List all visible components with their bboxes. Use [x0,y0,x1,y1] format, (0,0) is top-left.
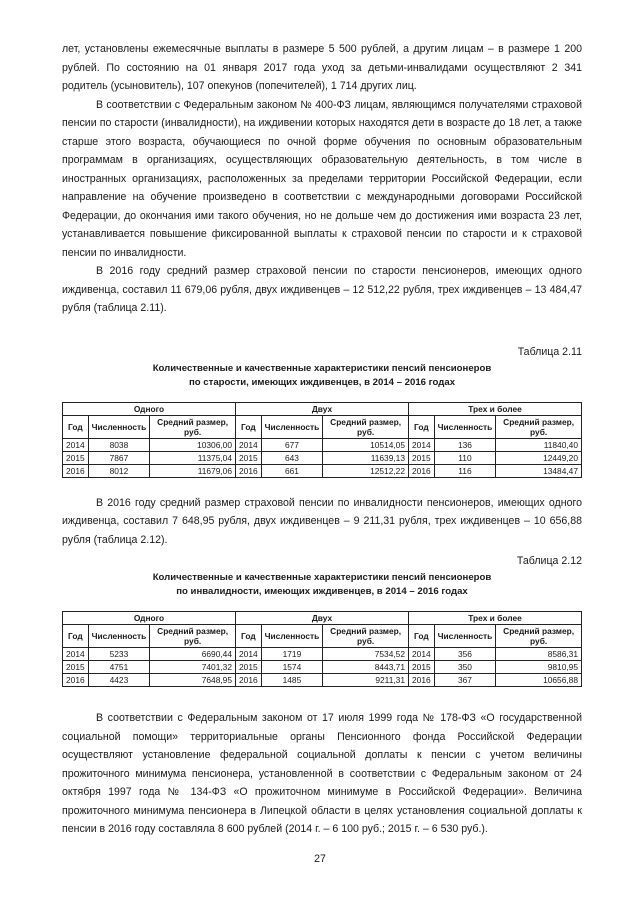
table-cell: 11375,04 [150,451,236,464]
page-number: 27 [314,853,326,865]
col-year: Год [409,415,435,438]
group-header-one: Одного [63,402,236,415]
table-row [63,464,582,477]
paragraph-1: лет, установлены ежемесячные выплаты в размере 5 500 рублей, а другим лицам – в размере 1 200 рублей. По состоянию на 01 января 2017 года уход за детьми-инвалидами осуществляют 2 341 родитель (усыновитель), 107 опекунов (попечителей), 1 714 других лиц. [62,43,582,92]
table-cell: 1719 [261,648,323,661]
col-count: Численность [434,625,496,648]
table-cell: 2016 [409,464,435,477]
group-header-one: Одного [63,612,236,625]
table-row [63,661,582,674]
table-cell: 1485 [261,674,323,687]
table-cell: 643 [261,451,323,464]
table-column-header-row [63,415,582,438]
paragraph-4: В 2016 году средний размер страховой пенсии по инвалидности пенсионеров, имеющих одного иждивенца, составил 7 648,95 рубля, двух иждивенцев – 9 211,31 рубля, трех иждивенцев – 10 656,88 рубля (таблица 2.12). [62,496,582,546]
table-column-header-row [63,625,582,648]
table-2-12-label: Таблица 2.12 [516,555,582,567]
col-year: Год [63,415,89,438]
table-cell: 12449,20 [496,451,582,464]
table-cell: 2015 [236,451,262,464]
col-count: Численность [88,625,150,648]
table-cell: 2015 [63,661,89,674]
table-2-12 [62,611,582,687]
table-cell: 4423 [88,674,150,687]
col-avg: Средний размер, руб. [496,415,582,438]
table-cell: 4751 [88,661,150,674]
table-cell: 661 [261,464,323,477]
table-cell: 116 [434,464,496,477]
table-cell: 2014 [236,438,262,451]
table-row [63,648,582,661]
group-header-three: Трех и более [409,402,582,415]
table-cell: 2016 [236,464,262,477]
table-group-header-row [63,402,582,415]
table-cell: 677 [261,438,323,451]
col-year: Год [236,625,262,648]
table-cell: 6690,44 [150,648,236,661]
table-cell: 356 [434,648,496,661]
table-cell: 9810,95 [496,661,582,674]
table-cell: 10656,88 [496,674,582,687]
table-cell: 2015 [236,661,262,674]
table-cell: 9211,31 [323,674,409,687]
table-cell: 2016 [63,464,89,477]
table-cell: 2014 [236,648,262,661]
col-avg: Средний размер, руб. [323,415,409,438]
col-count: Численность [88,415,150,438]
table-cell: 7534,52 [323,648,409,661]
group-header-two: Двух [236,612,409,625]
table-cell: 11639,13 [323,451,409,464]
table-cell: 367 [434,674,496,687]
paragraph-5: В соответствии с Федеральным законом от 17 июля 1999 года № 178-ФЗ «О государственной социальной помощи» территориальные органы Пенсионного фонда Российской Федерации осуществляют установление федеральной социальной доплаты к пенсии с учетом величины прожиточного минимума пенсионера, установленной в соответствии с Федеральным законом от 24 октября 1997 года № 134-ФЗ «О прожиточном минимуме в Российской Федерации». Величина прожиточного минимума пенсионера в Липецкой области в целях установления социальной доплаты к пенсии в 2016 году составляла 8 600 рублей (2014 г. – 6 100 руб.; 2015 г. – 6 530 руб.). [62,712,582,835]
table-cell: 8012 [88,464,150,477]
table-cell: 2014 [409,438,435,451]
col-avg: Средний размер, руб. [150,415,236,438]
table-cell: 12512,22 [323,464,409,477]
paragraph-2: В соответствии с Федеральным законом № 400-ФЗ лицам, являющимся получателями страховой пенсии по старости (инвалидности), на иждивении которых находятся дети в возрасте до 18 лет, а также старше этого возраста, обучающиеся по очной форме обучения по основным образовательным программам в организациях, осуществляющих образовательную деятельность, в том числе в иностранных организациях, расположенных за пределами территории Российской Федерации, если направление на обучение произведено в соответствии с международными договорами Российской Федерации, до окончания ими такого обучения, но не дольше чем до достижения ими возраста 23 лет, устанавливается повышение фиксированной выплаты к страховой пенсии по старости и к страховой пенсии по инвалидности. [62,98,582,259]
table-cell: 7401,32 [150,661,236,674]
table-2-11-label: Таблица 2.11 [517,345,582,358]
table-cell: 2014 [63,648,89,661]
table-group-header-row [63,612,582,625]
table-row [63,438,582,451]
table-2-11-title-line1: Количественные и качественные характеристики пенсий пенсионеров [152,362,492,374]
table-cell: 2015 [409,661,435,674]
col-year: Год [63,625,89,648]
table-cell: 2015 [63,451,89,464]
table-row [63,451,582,464]
table-cell: 110 [434,451,496,464]
table-cell: 8038 [88,438,150,451]
table-cell: 2014 [409,648,435,661]
table-2-11-title [62,362,582,390]
col-avg: Средний размер, руб. [150,625,236,648]
table-2-12-title-line2: по инвалидности, имеющих иждивенцев, в 2014 – 2016 годах [176,586,468,597]
page-content [62,40,582,839]
col-count: Численность [261,625,323,648]
table-cell: 8586,31 [496,648,582,661]
col-count: Численность [261,415,323,438]
table-cell: 10514,05 [323,438,409,451]
table-cell: 136 [434,438,496,451]
table-cell: 13484,47 [496,464,582,477]
col-year: Год [236,415,262,438]
table-cell: 350 [434,661,496,674]
table-cell: 2016 [236,674,262,687]
group-header-three: Трех и более [409,612,582,625]
table-cell: 2014 [63,438,89,451]
table-cell: 11679,06 [150,464,236,477]
table-2-12-title-line1: Количественные и качественные характеристики пенсий пенсионеров [152,572,492,583]
table-cell: 11840,40 [496,438,582,451]
table-2-11 [62,402,582,478]
col-year: Год [409,625,435,648]
table-row [63,674,582,687]
table-cell: 7648,95 [150,674,236,687]
table-cell: 1574 [261,661,323,674]
table-2-12-title [62,571,582,599]
table-cell: 8443,71 [323,661,409,674]
table-2-11-title-line2: по старости, имеющих иждивенцев, в 2014 – 2016 годах [188,376,456,388]
table-cell: 7867 [88,451,150,464]
col-avg: Средний размер, руб. [323,625,409,648]
col-count: Численность [434,415,496,438]
group-header-two: Двух [236,402,409,415]
col-avg: Средний размер, руб. [496,625,582,648]
table-cell: 10306,00 [150,438,236,451]
table-cell: 2015 [409,451,435,464]
table-cell: 5233 [88,648,150,661]
table-cell: 2016 [63,674,89,687]
table-cell: 2016 [409,674,435,687]
paragraph-3: В 2016 году средний размер страховой пенсии по старости пенсионеров, имеющих одного иждивенца, составил 11 679,06 рубля, двух иждивенцев – 12 512,22 рубля, трех иждивенцев – 13 484,47 рубля (таблица 2.11). [62,265,582,314]
